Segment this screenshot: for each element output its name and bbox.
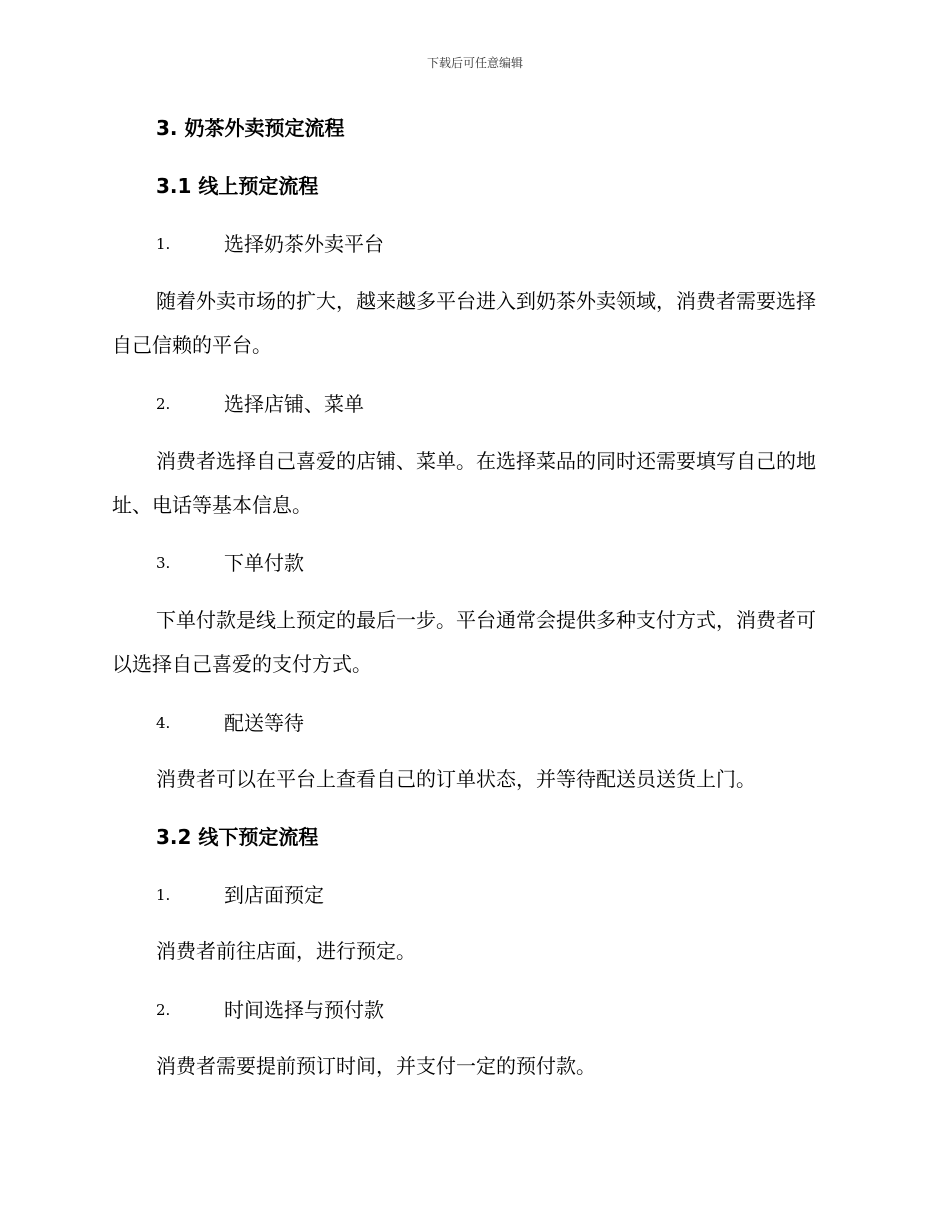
online-step-1-text: 随着外卖市场的扩大，越来越多平台进入到奶茶外卖领域，消费者需要选择自己信赖的平台。 <box>112 289 816 357</box>
offline-step-1-label: 到店面预定 <box>224 883 324 907</box>
online-step-1-label: 选择奶茶外卖平台 <box>224 232 384 256</box>
section-3-2-heading: 3.2 线下预定流程 <box>156 825 319 849</box>
online-step-2-text: 消费者选择自己喜爱的店铺、菜单。在选择菜品的同时还需要填写自己的地址、电话等基本信息。 <box>112 449 816 517</box>
offline-step-1-text: 消费者前往店面，进行预定。 <box>156 939 416 963</box>
online-step-3-number: 3. <box>156 554 171 572</box>
header-note: 下载后可任意编辑 <box>426 56 523 70</box>
online-step-4-text: 消费者可以在平台上查看自己的订单状态，并等待配送员送货上门。 <box>156 767 756 791</box>
online-step-4-number: 4. <box>156 714 171 732</box>
section-3-heading: 3. 奶茶外卖预定流程 <box>156 116 345 140</box>
offline-step-1-number: 1. <box>156 886 171 904</box>
online-step-2-number: 2. <box>156 395 171 413</box>
online-step-4-label: 配送等待 <box>224 711 304 735</box>
offline-step-2-label: 时间选择与预付款 <box>224 998 384 1022</box>
offline-step-2-number: 2. <box>156 1001 171 1019</box>
online-step-2-label: 选择店铺、菜单 <box>224 392 364 416</box>
online-step-1-number: 1. <box>156 235 171 253</box>
online-step-3-label: 下单付款 <box>224 551 304 575</box>
offline-step-2-text: 消费者需要提前预订时间，并支付一定的预付款。 <box>156 1054 596 1078</box>
online-step-3-text: 下单付款是线上预定的最后一步。平台通常会提供多种支付方式，消费者可以选择自己喜爱的支付方式。 <box>112 608 816 676</box>
section-3-1-heading: 3.1 线上预定流程 <box>156 174 319 198</box>
